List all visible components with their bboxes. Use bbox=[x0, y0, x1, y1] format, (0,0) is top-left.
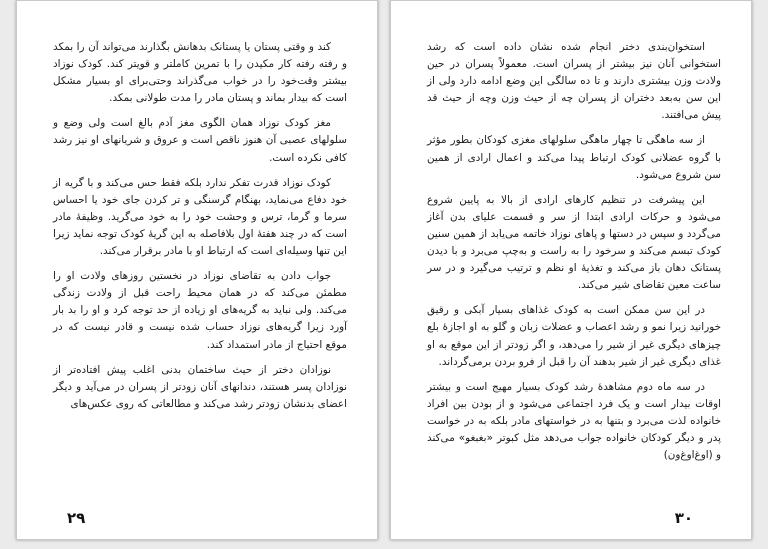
paragraph: جواب دادن به تقاضای نوزاد در نخستین روزهای ولادت او را مطمئن می‌کند که در همان محیط راحت قبل از ولادت زندگی می‌کند. ولی نباید به گریه‌های او زیاده از حد توجه کرد و او را بد بار آورد زیرا گریه‌های نوزاد حساب شده نیست و قادر نیست که در موقع احتیاج از مادر استمداد کند. bbox=[53, 270, 347, 351]
paragraph: مغز کودک نوزاد همان الگوی مغز آدم بالغ است ولی وضع و سلولهای عصبی آن هنوز ناقص است و عروق و شریانهای او نیز رشد کافی نکرده است. bbox=[53, 117, 347, 164]
paragraph: استخوان‌بندی دختر انجام شده نشان داده است که رشد استخوانی آنان نیز بیشتر از پسران است. معمولاً پسران در حین ولادت وزن بیشتری دارند و تا ده سالگی این وضع ادامه دارد ولی از این سن به‌بعد دختران از پسران چه از حیث وزن وچه از حیث قد پیش می‌افتند. bbox=[427, 41, 721, 122]
page-number: ۲۹ bbox=[67, 509, 86, 527]
paragraph: در این سن ممکن است به کودک غذاهای بسیار آبکی و رقیق خورانید زیرا نمو و رشد اعصاب و عضلات زبان و گلو به او اجازهٔ بلع چیزهای دیگری غیر از شیر را می‌دهد، و اگر زودتر از این موقع به او غذای دیگری غیر از شیر بدهند آن را قبل از فرو بردن برمی‌گرداند. bbox=[427, 304, 721, 368]
paragraph: این پیشرفت در تنظیم کارهای ارادی از بالا به پایین شروع می‌شود و حرکات ارادی ابتدا از سر و قسمت علیای بدن آغاز می‌گردد و سپس در دستها و پاهای نوزاد خاتمه می‌یابد از همین سنین کودک تبسم می‌کند و سرخود را به راست و به‌چپ می‌برد و با دیدن پستانک دهان باز می‌کند و تغذیهٔ او نظم و ترتیب می‌گیرد و در سر ساعت معین تقاضای شیر می‌کند. bbox=[427, 193, 721, 292]
left-page-body bbox=[53, 39, 347, 421]
paragraph: در سه ماه دوم مشاهدهٔ رشد کودک بسیار مهیج است و بیشتر اوقات بیدار است و یک فرد اجتماعی می‌شود و از بودن بین افراد خانواده لذت می‌برد و بتنها به در خواستهای مادر بلکه به در خواست پدر و دیگر کودکان خانواده جواب می‌دهد مثل کبوتر «بغبغو» می‌کند و (اوغ‌اوغ‌ون) bbox=[427, 380, 721, 462]
right-page-body bbox=[427, 39, 721, 472]
page-number: ۳۰ bbox=[674, 509, 693, 527]
paragraph: کند و وقتی پستان یا پستانک بدهانش بگذارند می‌تواند آن را بمکد و رفته رفته کار مکیدن را با تمرین کاملتر و قویتر کند. کودک نوزاد بیشتر وقت‌خود را در خواب می‌گذراند وحتی‌برای او بسیار مشکل است که بیدار بماند و پستان مادر را مدت طولانی بمکد. bbox=[53, 41, 347, 105]
left-page bbox=[16, 0, 378, 540]
right-page bbox=[390, 0, 752, 540]
paragraph: نوزادان دختر از حیث ساختمان بدنی اغلب پیش افتاده‌تر از نوزادان پسر هستند، دندانهای آنان زودتر از پسران در می‌آید و دیگر اعضای بدنشان زودتر رشد می‌کند و مطالعاتی که روی عکس‌های bbox=[53, 363, 347, 410]
paragraph: کودک نوزاد قدرت تفکر ندارد بلکه فقط حس می‌کند و با گریه از خود دفاع می‌نماید، بهنگام گرسنگی و تر کردن جای خود یا احساس سرما و گرما، ترس و وحشت خود را به خود می‌گرید. وظیفهٔ مادر است که در چند هفتهٔ اول بلافاصله به این گریهٔ کودک توجه نماید زیرا این تنها وسیله‌ای است که ارتباط او با مادر برقرار می‌کند. bbox=[53, 176, 347, 258]
paragraph: از سه ماهگی تا چهار ماهگی سلولهای مغزی کودکان بطور مؤثر با گروه عضلانی کودک ارتباط پیدا می‌کند و اعمال ارادی از همین سن شروع می‌شود. bbox=[427, 134, 721, 181]
